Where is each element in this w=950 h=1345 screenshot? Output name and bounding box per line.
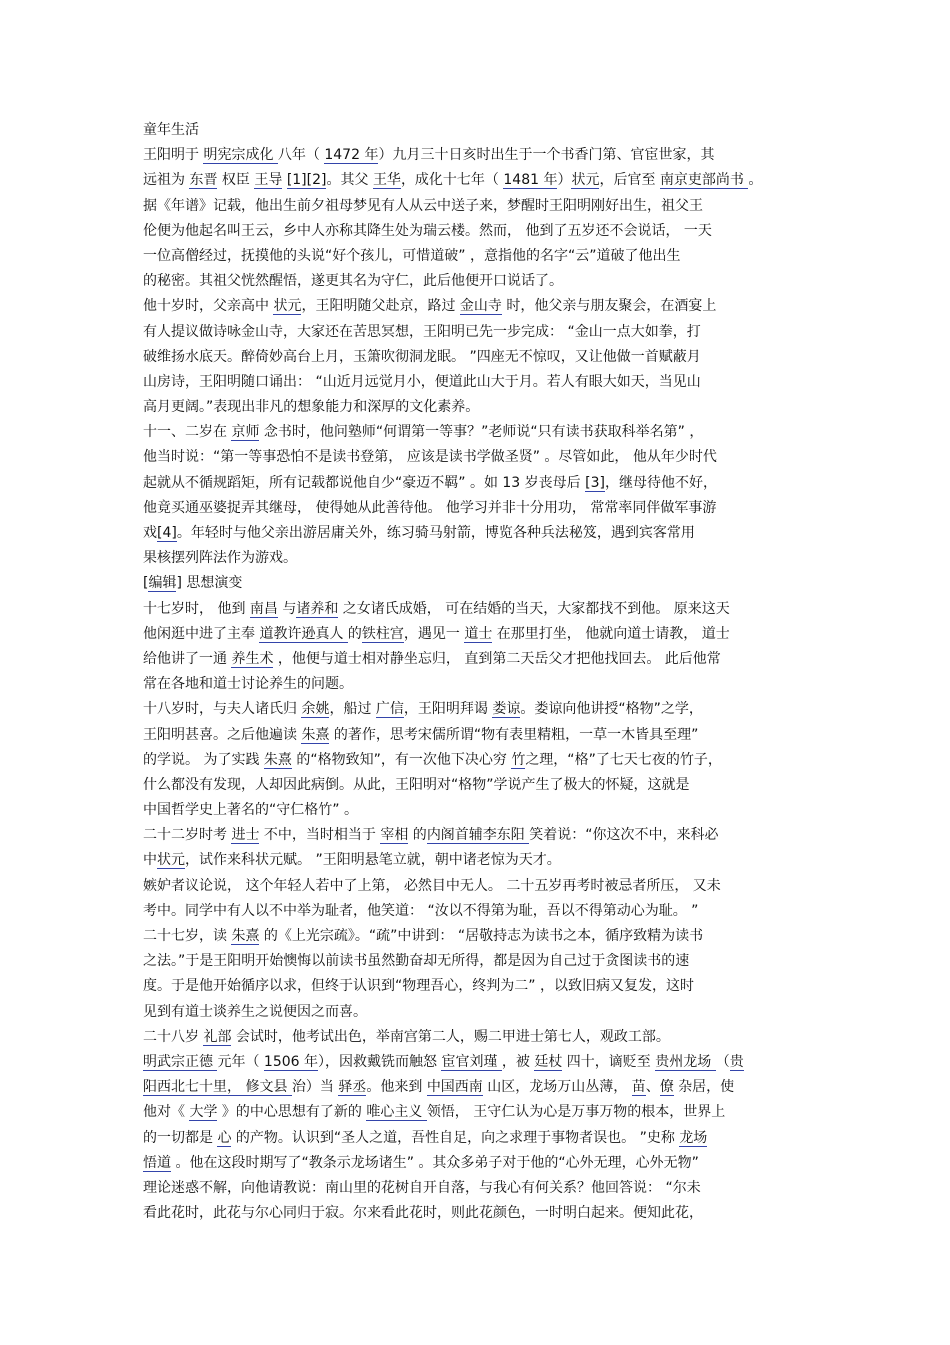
text-run: 的	[347, 625, 362, 642]
hyperlink[interactable]: 道士	[464, 625, 493, 642]
hyperlink[interactable]: 1472 年	[324, 147, 379, 164]
hyperlink[interactable]: 东晋	[189, 172, 218, 189]
hyperlink[interactable]: 苗	[631, 1079, 646, 1096]
hyperlink[interactable]: 大学	[189, 1104, 218, 1121]
text-run: 与	[277, 600, 297, 617]
text-run: 、	[645, 1079, 660, 1096]
text-run: 他闲逛中进了主奉	[143, 625, 260, 642]
text-line	[143, 924, 808, 949]
hyperlink[interactable]: 礼部	[203, 1028, 232, 1045]
hyperlink[interactable]: 娄谅	[492, 701, 521, 718]
text-line	[143, 496, 808, 521]
text-line	[143, 345, 808, 370]
hyperlink[interactable]: 广信	[375, 701, 404, 718]
text-run: 考中。同学中有人以不中举为耻者，他笑道： “汝以不得第为耻，吾以不得第动心为耻。 ”	[143, 902, 699, 919]
hyperlink[interactable]: 廷杖	[534, 1053, 563, 1070]
hyperlink[interactable]: 1506 年	[263, 1053, 318, 1070]
hyperlink[interactable]: 养生术	[231, 650, 274, 667]
hyperlink[interactable]: 宦官刘瑾	[441, 1053, 502, 1070]
text-run: 的一切都是	[143, 1129, 218, 1146]
text-line	[143, 546, 808, 571]
text-run: ，他便与道士相对静坐忘归， 直到第二天岳父才把他找回去。 此后他常	[273, 650, 721, 667]
hyperlink[interactable]: 驿丞	[338, 1079, 367, 1096]
text-run: 。	[748, 172, 763, 189]
text-run: 。娄谅向他讲授“格物”之学，	[520, 701, 703, 718]
text-line	[143, 1100, 808, 1125]
text-run: 的“格物致知”，有一次他下决心穷	[291, 751, 512, 768]
text-run: 治）当	[291, 1079, 339, 1096]
text-line	[143, 471, 808, 496]
hyperlink[interactable]: 余姚	[301, 701, 330, 718]
text-line	[143, 974, 808, 999]
text-run: ，继母待他不好，	[604, 474, 717, 491]
text-run: [	[143, 575, 149, 592]
text-line	[143, 773, 808, 798]
hyperlink[interactable]: 王导	[254, 172, 283, 189]
text-line	[143, 899, 808, 924]
hyperlink[interactable]: 道教许逊真人	[259, 625, 348, 642]
text-line	[143, 118, 808, 143]
text-line	[143, 219, 808, 244]
text-run: ，成化十七年（	[400, 172, 504, 189]
text-line	[143, 949, 808, 974]
text-run: 。年轻时与他父亲出游居庸关外，练习骑马射箭，博览各种兵法秘笈，遇到宾客常用	[176, 525, 695, 541]
text-line	[143, 723, 808, 748]
text-run: 远祖为	[143, 172, 190, 189]
text-run: 见到有道士谈养生之说便因之而喜。	[143, 1003, 367, 1020]
text-run: 十一、二岁在	[143, 424, 232, 441]
text-line	[143, 521, 808, 546]
text-line	[143, 647, 808, 672]
text-line	[143, 168, 808, 193]
text-run: ），因救戴铣而触怒	[318, 1053, 442, 1070]
text-run: 据《年谱》记载，他出生前夕祖母梦见有人从云中送子来，梦醒时王阳明刚好出生，祖父王	[143, 197, 703, 214]
text-run: 的	[408, 827, 427, 844]
text-run: 中国哲学史上著名的“守仁格竹” 。	[143, 802, 358, 819]
text-run: 不中，当时相当于	[259, 827, 381, 844]
text-run: 的秘密。其祖父恍然醒悟，遂更其名为守仁，此后他便开口说话了。	[143, 273, 563, 290]
hyperlink[interactable]: [1][2]	[286, 172, 327, 189]
text-line	[143, 143, 808, 168]
text-run: 在那里打坐， 他就向道士请教， 道士	[492, 625, 730, 642]
text-line	[143, 672, 808, 697]
hyperlink[interactable]: 中国西南	[426, 1079, 483, 1096]
text-line	[143, 1201, 808, 1226]
hyperlink[interactable]: 僚	[659, 1079, 674, 1096]
text-run: 领悟， 王守仁认为心是万事万物的根本，世界上	[426, 1104, 726, 1121]
text-line	[143, 1025, 808, 1050]
text-line	[143, 194, 808, 219]
text-line	[143, 697, 808, 722]
text-run: 山区，龙场万山丛薄，	[482, 1079, 632, 1096]
text-run: 十八岁时，与夫人诸氏归	[143, 701, 302, 718]
text-line	[143, 320, 808, 345]
text-run: 中	[143, 852, 157, 869]
text-line	[143, 1050, 808, 1075]
hyperlink[interactable]: 龙场	[679, 1129, 708, 1146]
text-run: ，王阳明随父赴京，路过	[301, 298, 460, 315]
text-run: 的《上光宗疏》。“疏”中讲到： “居敬持志为读书之本，循序致精为读书	[259, 928, 704, 944]
text-run: 会试时，他考试出色，举南宫第二人，赐二甲进士第七人，观政工部。	[231, 1028, 670, 1045]
hyperlink[interactable]: 南京吏部尚书	[659, 172, 749, 189]
hyperlink[interactable]: 王华	[372, 172, 401, 189]
hyperlink[interactable]: 贵	[729, 1053, 744, 1070]
text-run: ，王阳明拜谒	[403, 701, 493, 718]
text-run: 的著作，思考宋儒所谓“物有表里精粗，一草一木皆具至理”	[329, 726, 699, 743]
text-run: 他当时说：“第一等事恐怕不是读书登第， 应该是读书学做圣贤” 。尽管如此， 他从年少时代	[143, 449, 717, 466]
hyperlink[interactable]: 朱熹	[231, 928, 260, 944]
text-run: 之理，“格”了七天七夜的竹子，	[525, 751, 722, 768]
hyperlink[interactable]: 京师	[231, 424, 260, 441]
text-run: 笑着说：“你这次不中，来科必	[529, 827, 719, 844]
hyperlink[interactable]: 进士	[231, 827, 260, 844]
text-run: 有人提议做诗咏金山寺，大家还在苦思冥想，王阳明已先一步完成： “金山一点大如拳，打	[143, 323, 701, 340]
text-run: 破维扬水底天。醉倚妙高台上月，玉箫吹彻洞龙眠。 ”四座无不惊叹，又让他做一首赋蔽月	[143, 348, 701, 365]
hyperlink[interactable]: 朱熹	[301, 726, 330, 743]
text-run: 。他在这段时期写了“教条示龙场诸生” 。其众多弟子对于他的“心外无理，心外无物”	[171, 1154, 699, 1171]
text-line	[143, 874, 808, 899]
text-run: 王阳明于	[143, 147, 204, 164]
text-line	[143, 1151, 808, 1176]
hyperlink[interactable]: 竹	[511, 751, 526, 768]
hyperlink[interactable]: 宰相	[380, 827, 409, 844]
text-run: 果核摆列阵法作为游戏。	[143, 550, 297, 567]
text-run: ，被	[501, 1053, 535, 1070]
text-run: （	[715, 1053, 730, 1070]
text-line	[143, 395, 808, 420]
text-run: 山房诗，王阳明随口诵出： “山近月远觉月小，便道此山大于月。若人有眼大如天，当见山	[143, 373, 701, 390]
hyperlink[interactable]: 明宪宗成化	[203, 147, 278, 164]
hyperlink[interactable]: [3]	[585, 474, 605, 491]
text-run: 常在各地和道士讨论养生的问题。	[143, 676, 353, 693]
text-run: ，船过	[329, 701, 376, 718]
text-run: 高月更阔。”表现出非凡的想象能力和深厚的文化素养。	[143, 399, 480, 416]
text-run: 他十岁时，父亲高中	[143, 298, 274, 315]
text-run: 二十八岁	[143, 1028, 204, 1045]
hyperlink[interactable]: 状元	[273, 298, 302, 315]
hyperlink[interactable]: 状元	[157, 852, 185, 869]
hyperlink[interactable]: 金山寺	[459, 298, 502, 315]
text-run: 二十七岁，读	[143, 928, 232, 944]
hyperlink[interactable]: 南昌	[249, 600, 278, 617]
hyperlink[interactable]: 悟道	[143, 1154, 171, 1171]
text-run: 什么都没有发现，人却因此病倒。从此，王阳明对“格物”学说产生了极大的怀疑，这就是	[143, 776, 690, 793]
hyperlink[interactable]: 状元	[571, 172, 600, 189]
text-run: 二十二岁时考	[143, 827, 232, 844]
text-run: 四十，谪贬至	[562, 1053, 656, 1070]
text-line	[143, 244, 808, 269]
text-run: ）	[557, 172, 572, 189]
document-body	[143, 118, 808, 1226]
hyperlink[interactable]: [4]	[157, 525, 177, 541]
text-run: 看此花时，此花与尔心同归于寂。尔来看此花时，则此花颜色，一时明白起来。便知此花，	[143, 1205, 703, 1222]
text-run: 他竟买通巫婆捉弄其继母， 使得她从此善待他。 他学习并非十分用功， 常常率同伴做军事游	[143, 499, 717, 516]
text-run: 之女诸氏成婚， 可在结婚的当天，大家都找不到他。 原来这天	[338, 600, 730, 617]
text-line	[143, 1075, 808, 1100]
hyperlink[interactable]: 明武宗正德	[143, 1053, 218, 1070]
hyperlink[interactable]: 阳西北七十里，	[143, 1079, 246, 1096]
text-run: 起就从不循规蹈矩，所有记载都说他自少“豪迈不羁” 。如 13 岁丧母后	[143, 474, 586, 491]
text-run: ] 思想演变	[176, 575, 243, 592]
text-line	[143, 848, 808, 873]
hyperlink[interactable]: 诸养和	[296, 600, 339, 617]
text-run: 之法。”于是王阳明开始懊悔以前读书虽然勤奋却无所得，都是因为自己过于贪图读书的速	[143, 953, 690, 970]
text-line	[143, 571, 808, 596]
text-run: 王阳明甚喜。之后他遍读	[143, 726, 302, 743]
text-run: 十七岁时， 他到	[143, 600, 250, 617]
hyperlink[interactable]: 贵州龙场	[655, 1053, 716, 1070]
text-run: 戏	[143, 525, 157, 541]
text-line	[143, 294, 808, 319]
text-run: ，后官至	[599, 172, 660, 189]
text-run: ，遇见一	[403, 625, 465, 642]
text-run: 他对《	[143, 1104, 190, 1121]
hyperlink[interactable]: 心	[217, 1129, 232, 1146]
hyperlink[interactable]: 唯心主义	[366, 1104, 427, 1121]
text-line	[143, 798, 808, 823]
text-line	[143, 1000, 808, 1025]
hyperlink[interactable]: 1481 年	[503, 172, 558, 189]
text-run: ）九月三十日亥时出生于一个书香门第、官宦世家，其	[378, 147, 715, 164]
text-run: 伦便为他起名叫王云，乡中人亦称其降生处为瑞云楼。然而， 他到了五岁还不会说话， 一天	[143, 222, 712, 239]
hyperlink[interactable]: 朱熹	[263, 751, 292, 768]
text-run: 时，他父亲与朋友聚会，在酒宴上	[501, 298, 717, 315]
text-run: 的产物。认识到“圣人之道，吾性自足，向之求理于事物者误也。 ”史称	[231, 1129, 680, 1146]
text-line	[143, 420, 808, 445]
text-run: ，试作来科状元赋。 ”王阳明悬笔立就，朝中诸老惊为天才。	[185, 852, 561, 869]
text-run: 杂居，使	[673, 1079, 735, 1096]
text-run: 。其父	[326, 172, 373, 189]
text-run: 念书时，他问塾师“何谓第一等事？”老师说“只有读书获取科举名第” ，	[259, 424, 704, 441]
text-run: 度。于是他开始循序以求，但终于认识到“物理吾心，终判为二” ，以致旧病又复发，这时	[143, 978, 694, 995]
text-line	[143, 597, 808, 622]
text-run: 。他来到	[366, 1079, 427, 1096]
text-run: 》的中心思想有了新的	[217, 1104, 367, 1121]
text-line	[143, 445, 808, 470]
text-run: 权臣	[217, 172, 255, 189]
text-run: 嫉妒者议论说， 这个年轻人若中了上第， 必然目中无人。 二十五岁再考时被忌者所压， 又未	[143, 877, 721, 894]
text-line	[143, 370, 808, 395]
hyperlink[interactable]: 编辑	[148, 575, 177, 592]
text-run: 元年（	[217, 1053, 264, 1070]
text-line	[143, 1126, 808, 1151]
hyperlink[interactable]: 内阁首辅李东阳	[426, 827, 530, 844]
text-line	[143, 823, 808, 848]
hyperlink[interactable]: 修文县	[245, 1079, 292, 1096]
text-run: 给他讲了一通	[143, 650, 232, 667]
text-line	[143, 622, 808, 647]
text-line	[143, 269, 808, 294]
text-run: 的学说。 为了实践	[143, 751, 264, 768]
text-run: 八年（	[277, 147, 325, 164]
text-line	[143, 1176, 808, 1201]
hyperlink[interactable]: 铁柱宫	[361, 625, 404, 642]
text-line	[143, 748, 808, 773]
text-run: 一位高僧经过，抚摸他的头说“好个孩儿，可惜道破” ，意指他的名字“云”道破了他出生	[143, 247, 681, 264]
text-run: 童年生活	[143, 122, 199, 138]
text-run: 理论迷惑不解，向他请教说：南山里的花树自开自落，与我心有何关系？他回答说： “尔未	[143, 1179, 701, 1196]
